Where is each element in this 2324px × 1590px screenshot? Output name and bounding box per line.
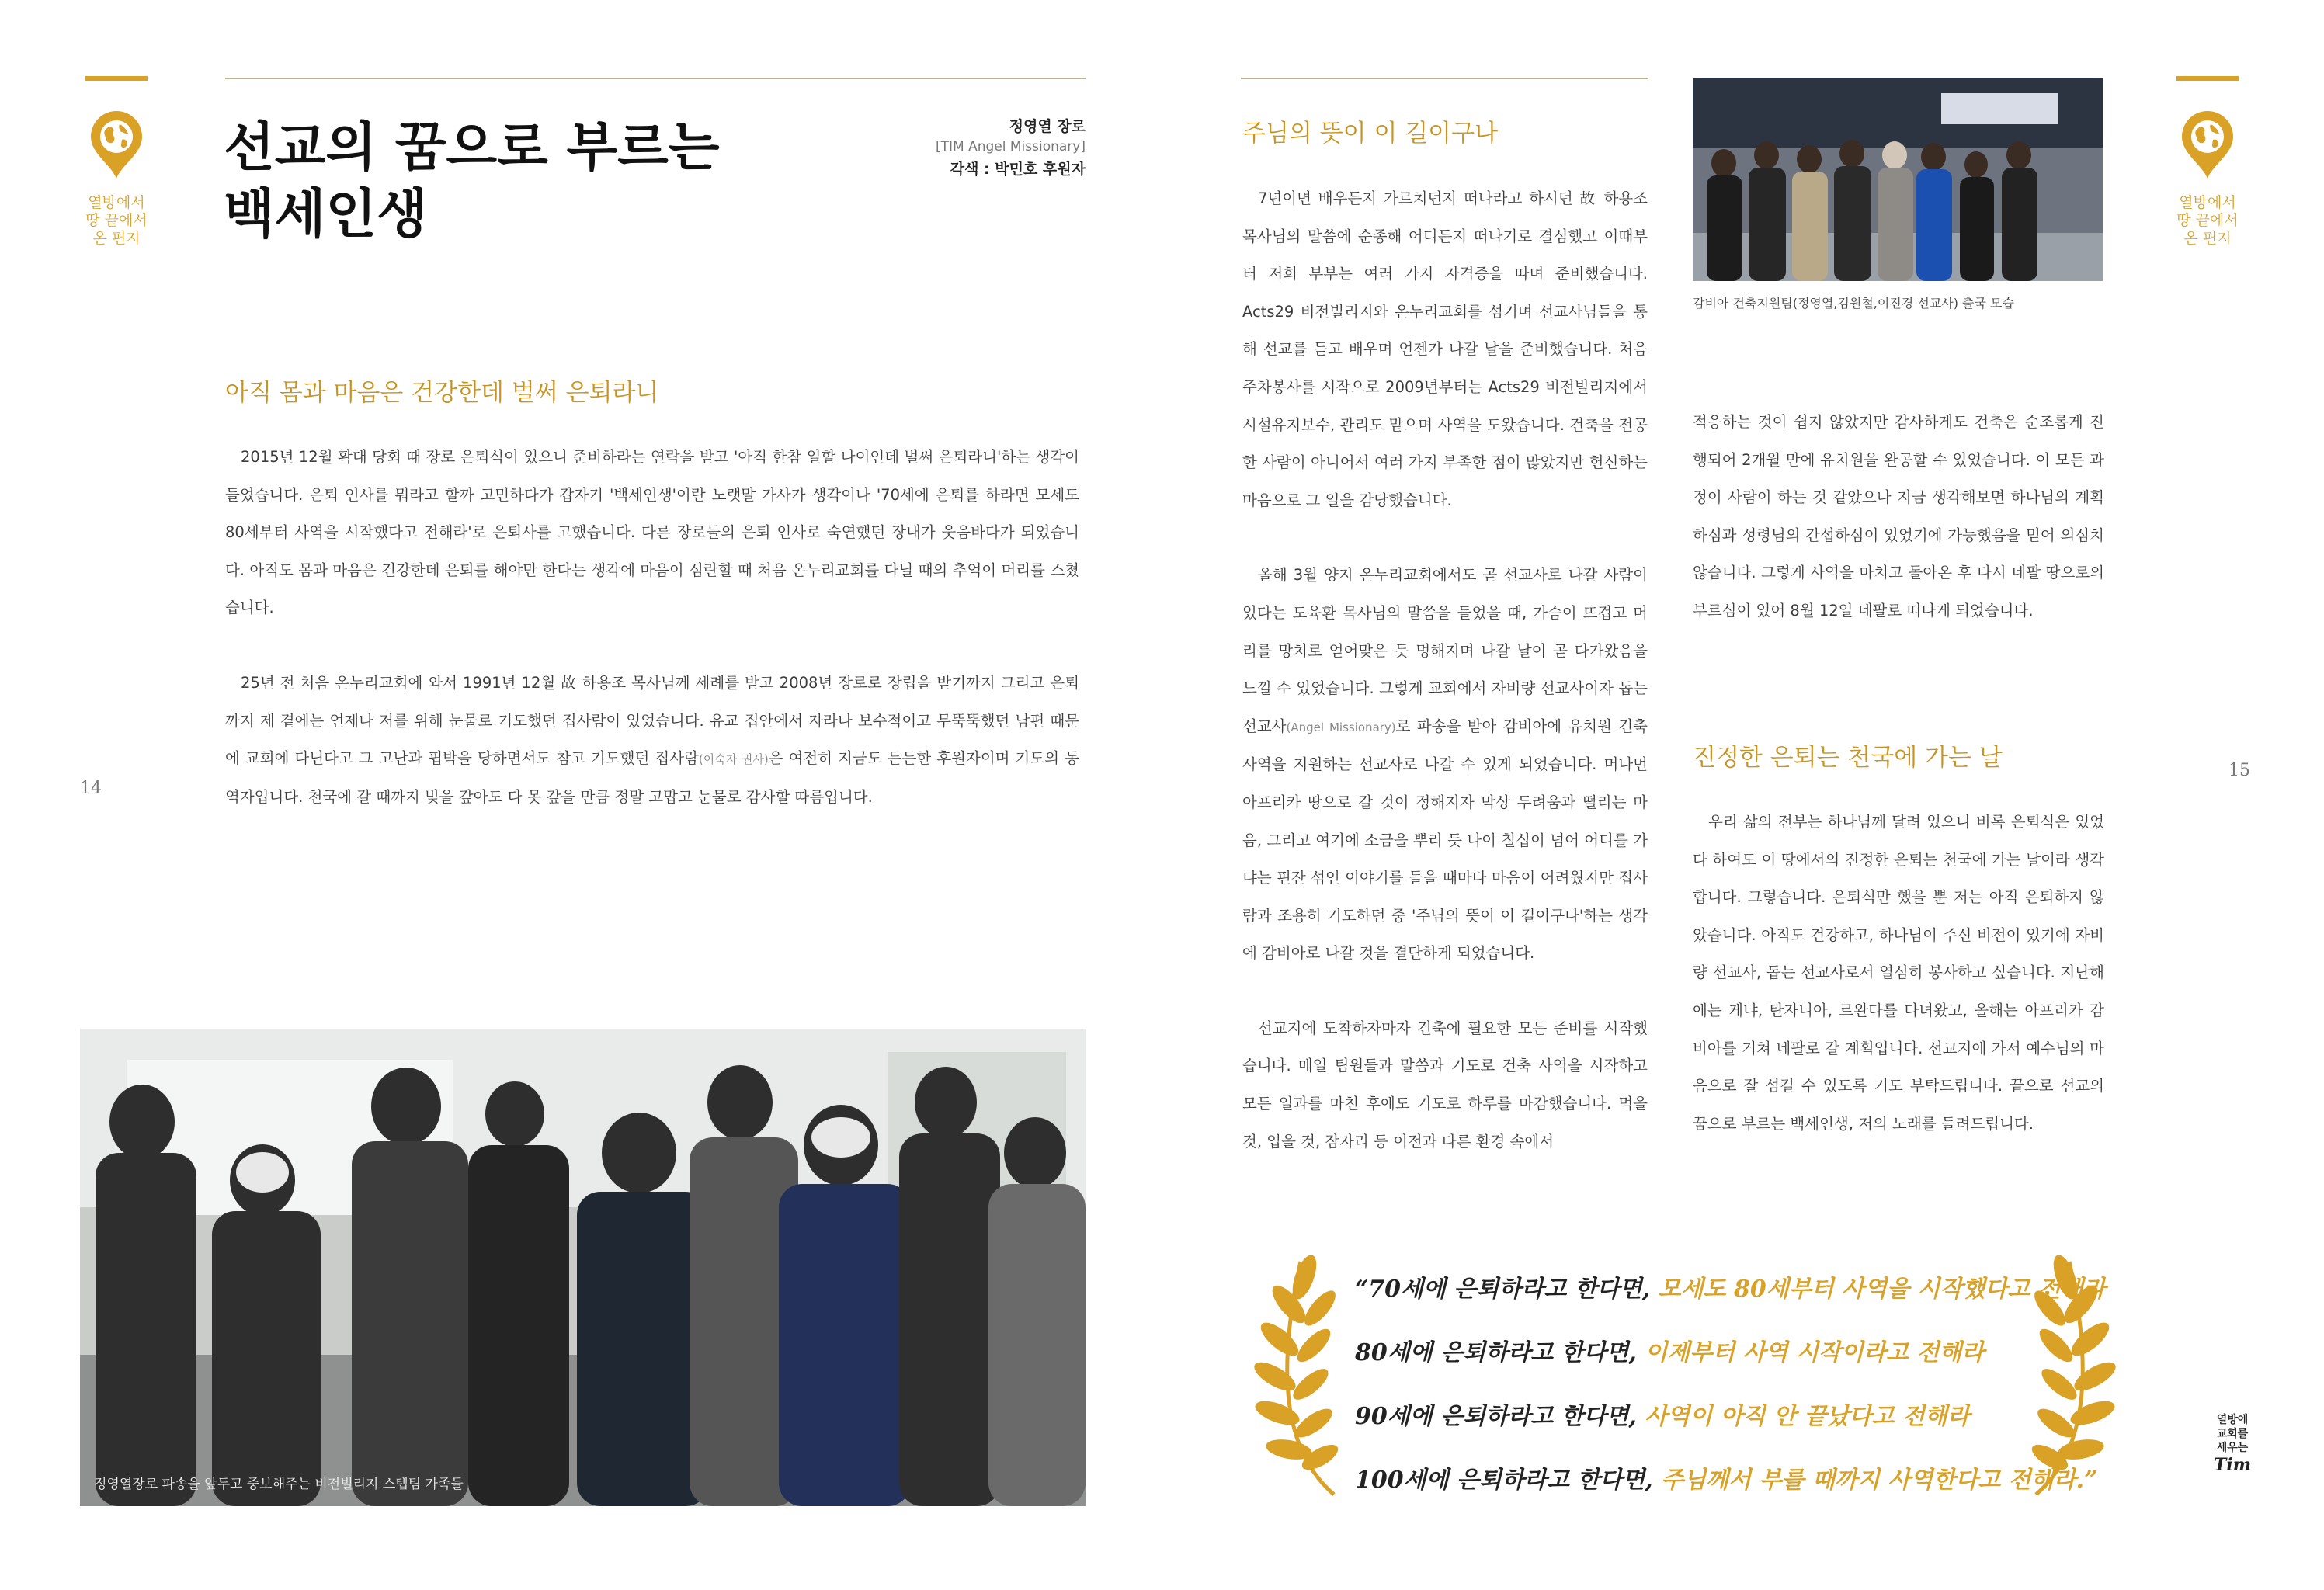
inline-note: (이숙자 권사) <box>698 752 769 767</box>
tab-bar <box>2176 76 2239 81</box>
title-rule <box>225 78 1086 79</box>
section-heading-3: 진정한 은퇴는 천국에 가는 날 <box>1693 744 2003 772</box>
text-run: 올해 3월 양지 온누리교회에서도 곧 선교사로 나갈 사람이 있다는 도육환 목사님의 말씀을 들었을 때, 가슴이 뜨겁고 머리를 망치로 얻어맞은 듯 멍해지며 나갈 날이 곧 다가왔음을 느낄 수 있었습니다. 그렇게 교회에서 자비량 선교사이자 돕는 선교사 <box>1242 566 1648 735</box>
section-body-2-continued <box>1693 404 2104 630</box>
paragraph: 7년이면 배우든지 가르치던지 떠나라고 하시던 故 하용조 목사님의 말씀에 순종해 어디든지 떠나기로 결심했고 이때부터 저희 부부는 여러 가지 자격증을 따며 준비했습니다. Acts29 비전빌리지와 온누리교회를 섬기며 선교사님들을 통해 선교를 듣고 배우며 언젠가 나갈 날을 준비했습니다. 처음 주차봉사를 시작으로 2009년부터는 Acts29 비전빌리지에서 시설유지보수, 관리도 맡으며 사역을 도왔습니다. 건축을 전공한 사람이 아니어서 여러 가지 부족한 점이 많았지만 헌신하는 마음으로 그 일을 감당했습니다. <box>1242 189 1648 509</box>
logo-text: 열방에 <box>2216 1414 2249 1426</box>
section-heading-2: 주님의 뜻이 이 길이구나 <box>1242 120 1499 148</box>
logo-text: 세우는 <box>2216 1442 2249 1454</box>
tim-logo <box>2201 1413 2263 1475</box>
section-body-3 <box>1693 804 2104 1143</box>
paragraph <box>1242 557 1648 973</box>
quote-line <box>1355 1449 2106 1512</box>
text-run: 은 여전히 지금도 든든한 후원자이며 기도의 동역자입니다. 천국에 갈 때까지 빚을 갚아도 다 못 갚을 만큼 정말 고맙고 눈물로 감사할 따름입니다. <box>225 749 1079 806</box>
left-section-tab <box>78 76 155 248</box>
prayer-photo <box>80 1029 1086 1506</box>
column-rule <box>1241 78 1648 79</box>
tab-bar <box>85 76 148 81</box>
globe-pin-icon <box>88 110 145 180</box>
quote-line <box>1355 1258 2106 1321</box>
quote-line <box>1355 1385 2106 1449</box>
adaptation-credit: 각색 : 박민호 후원자 <box>950 161 1086 178</box>
quote-highlight: 모세도 80세부터 사역을 시작했다고 전해라 <box>1658 1276 2106 1303</box>
photo-caption: 감비아 건축지원팀(정영열,김원철,이진경 선교사) 출국 모습 <box>1693 296 2014 311</box>
quote-text: “70세에 은퇴하라고 한다면, <box>1355 1276 1659 1303</box>
quote-line <box>1355 1321 2106 1385</box>
text-run: 로 파송을 받아 감비아에 유치원 건축 사역을 지원하는 선교사로 나갈 수 있게 되었습니다. 머나먼 아프리카 땅으로 갈 것이 정해지자 막상 두려움과 떨리는 마음, 그리고 여기에 소금을 뿌리 듯 나이 칠십이 넘어 어디를 가냐는 핀잔 섞인 이야기를 들을 때마다 마음이 어려웠지만 집사람과 조용히 기도하던 중 '주님의 뜻이 이 길이구나'하는 생각에 감비아로 나갈 것을 결단하게 되었습니다. <box>1242 717 1648 963</box>
paragraph: 선교지에 도착하자마자 건축에 필요한 모든 준비를 시작했습니다. 매일 팀원들과 말씀과 기도로 건축 사역을 시작하고 모든 일과를 마친 후에도 기도로 하루를 마감했습니다. 먹을 것, 입을 것, 잠자리 등 이전과 다른 환경 속에서 <box>1242 1019 1648 1151</box>
quote-highlight: 주님께서 부를 때까지 사역한다고 전해라.” <box>1661 1467 2098 1494</box>
page-number-left: 14 <box>80 779 102 798</box>
photo-image <box>80 1029 1086 1506</box>
quote-highlight: 이제부터 사역 시작이라고 전해라 <box>1645 1339 1985 1366</box>
author-name: 정영열 장로 <box>1009 118 1086 135</box>
laurel-wreath-icon <box>1242 1246 1359 1502</box>
photo-image <box>1693 78 2103 281</box>
quote-text: 80세에 은퇴하라고 한다면, <box>1355 1339 1645 1366</box>
paragraph: 우리 삶의 전부는 하나님께 달려 있으니 비록 은퇴식은 있었다 하여도 이 땅에서의 진정한 은퇴는 천국에 가는 날이라 생각합니다. 그렇습니다. 은퇴식만 했을 뿐 저는 아직 은퇴하지 않았습니다. 아직도 건강하고, 하나님이 주신 비전이 있기에 자비량 선교사, 돕는 선교사로서 열심히 봉사하고 싶습니다. 지난해에는 케냐, 탄자니아, 르완다를 다녀왔고, 올해는 아프리카 감비아를 거쳐 네팔로 갈 계획입니다. 선교지에 가서 예수님의 마음으로 잘 섬길 수 있도록 기도 부탁드립니다. 끝으로 선교의 꿈으로 부르는 백세인생, 저의 노래를 들려드립니다. <box>1693 813 2104 1133</box>
quote-highlight: 사역이 아직 안 끝났다고 전해라 <box>1645 1403 1970 1430</box>
inline-note: (Angel Missionary) <box>1286 720 1396 734</box>
paragraph: 적응하는 것이 쉽지 않았지만 감사하게도 건축은 순조롭게 진행되어 2개월 만에 유치원을 완공할 수 있었습니다. 이 모든 과정이 사람이 하는 것 같았으나 지금 생각해보면 하나님의 계획하심과 성령님의 간섭하심이 있었기에 가능했음을 믿어 의심치 않습니다. 그렇게 사역을 마치고 돌아온 후 다시 네팔 땅으로의 부르심이 있어 8월 12일 네팔로 떠나게 되었습니다. <box>1693 413 2104 620</box>
tab-label: 열방에서 땅 끝에서 온 편지 <box>85 194 148 247</box>
tab-label: 열방에서 땅 끝에서 온 편지 <box>2176 194 2239 247</box>
quote-text: 100세에 은퇴하라고 한다면, <box>1355 1467 1662 1494</box>
byline <box>775 116 1086 182</box>
photo-caption: 정영열장로 파송을 앞두고 중보해주는 비전빌리지 스텝팀 가족들 <box>94 1477 464 1492</box>
quote-text: 90세에 은퇴하라고 한다면, <box>1355 1403 1645 1430</box>
logo-mark: Tim <box>2213 1455 2251 1475</box>
paragraph <box>225 665 1079 816</box>
page-number-right: 15 <box>2228 761 2250 780</box>
section-heading-1: 아직 몸과 마음은 건강한데 벌써 은퇴라니 <box>225 379 659 407</box>
globe-pin-icon <box>2179 110 2236 180</box>
title-line-2: 백세인생 <box>224 184 428 245</box>
text-run: 25년 전 처음 온누리교회에 와서 1991년 12월 故 하용조 목사님께 세례를 받고 2008년 장로로 장립을 받기까지 그리고 은퇴까지 제 곁에는 언제나 저를 위해 눈물로 기도했던 집사람이 있었습니다. 유교 집안에서 자라나 보수적이고 무뚝뚝했던 남편 때문에 교회에 다닌다고 그 고난과 핍박을 당하면서도 참고 기도했던 집사람 <box>225 673 1079 768</box>
section-body-2 <box>1242 180 1648 1161</box>
logo-text: 교회를 <box>2216 1428 2249 1440</box>
paragraph: 2015년 12월 확대 당회 때 장로 은퇴식이 있으니 준비하라는 연락을 받고 '아직 한참 일할 나이인데 벌써 은퇴라니'하는 생각이 들었습니다. 은퇴 인사를 뭐라고 할까 고민하다가 갑자기 '백세인생'이란 노랫말 가사가 생각이나 '70세에 은퇴를 하라면 모세도 80세부터 사역을 시작했다고 전해라'로 은퇴사를 고했습니다. 다른 장로들의 은퇴 인사로 숙연했던 장내가 웃음바다가 되었습니다. 아직도 몸과 마음은 건강한데 은퇴를 해야만 한다는 생각에 마음이 심란할 때 처음 온누리교회를 다닐 때의 추억이 머리를 스쳤습니다. <box>225 448 1079 617</box>
right-section-tab <box>2169 76 2246 248</box>
section-body-1 <box>225 439 1079 816</box>
author-role: [TIM Angel Missionary] <box>936 139 1086 154</box>
pull-quote <box>1355 1258 2106 1512</box>
departure-photo <box>1693 78 2103 281</box>
title-line-1: 선교의 꿈으로 부르는 <box>224 117 720 179</box>
